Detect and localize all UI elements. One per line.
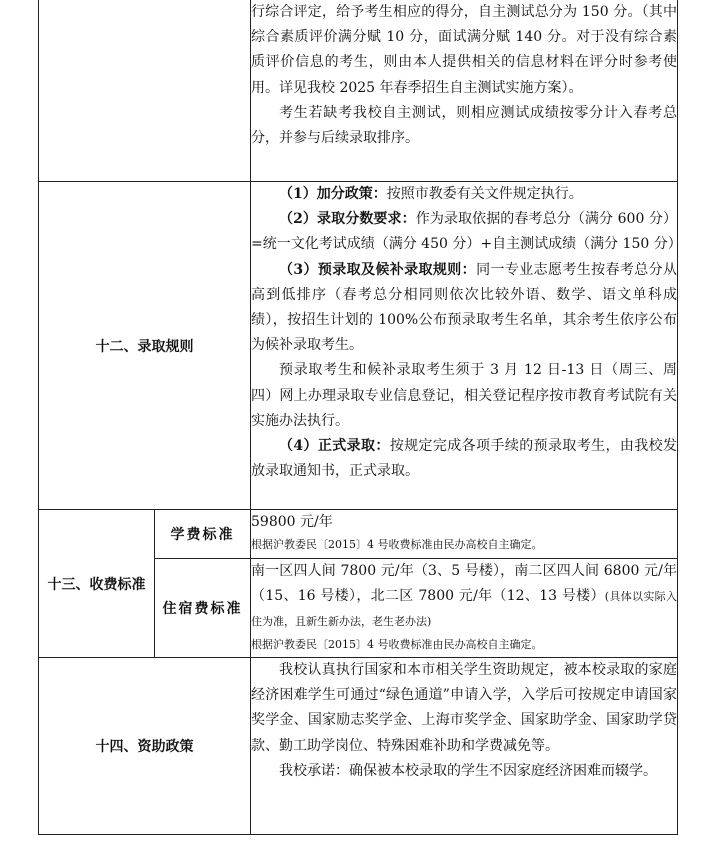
row-11-continuation <box>39 0 678 182</box>
row-12-admission-rules <box>39 182 678 510</box>
row-12-content <box>251 182 682 510</box>
tuition-value: 59800 元/年 <box>251 514 333 530</box>
pre-admission-rules-text: 同一专业志愿考生按春考总分从高到低排序（春考总分相同则依次比较外语、数学、语文单科成绩），按招生计划的 100%公布预录取考生名单，其余考生依序公布为候补录取考生。 <box>251 261 677 354</box>
bonus-policy-label: （1）加分政策： <box>279 186 387 202</box>
row-11-paragraph-1: 行综合评定，给予考生相应的得分，自主测试总分为 150 分。（其中综合素质评价满分赋 10 分，面试满分赋 140 分。对于没有综合素质评价信息的考生，则由本人提供相关的信息材料在评分时参考使用。详见我校 2025 年春季招生自主测试实施方案）。 <box>251 4 677 96</box>
formal-admission-text: 按规定完成各项手续的预录取考生，由我校发放录取通知书，正式录取。 <box>251 438 677 480</box>
financial-aid-paragraph-1: 我校认真执行国家和本市相关学生资助规定，被本校录取的家庭经济困难学生可通过“绿色通道”申请入学，入学后可按规定申请国家奖学金、国家励志奖学金、上海市奖学金、国家助学金、国家助学贷款、勤工助学岗位、特殊困难补助和学费减免等。 <box>251 662 677 754</box>
registration-paragraph: 预录取考生和候补录取考生须于 3 月 12 日-13 日（周三、周四）网上办理录取专业信息登记，相关登记程序按市教育考试院有关实施办法执行。 <box>251 362 677 429</box>
row-11-head-cell <box>39 0 251 182</box>
dorm-fee-label: 住宿费标准 <box>155 559 251 658</box>
tuition-content <box>251 510 678 559</box>
pre-admission-rules-label: （3）预录取及候补录取规则： <box>279 261 477 278</box>
tuition-note: 根据沪教委民〔2015〕4 号收费标准由民办高校自主确定。 <box>251 538 543 552</box>
row-13-heading: 十三、收费标准 <box>39 510 155 658</box>
financial-aid-paragraph-2: 我校承诺：确保被本校录取的学生不因家庭经济困难而辍学。 <box>279 762 657 779</box>
row-11-content <box>251 0 678 182</box>
row-13-tuition <box>39 510 678 559</box>
row-12-heading: 十二、录取规则 <box>39 182 251 510</box>
bonus-policy-text: 按照市教委有关文件规定执行。 <box>386 186 583 202</box>
tuition-label: 学费标准 <box>155 510 251 559</box>
score-requirement-label: （2）录取分数要求： <box>279 211 416 228</box>
row-14-financial-aid <box>39 658 678 835</box>
dorm-fee-remark: (具体以实际入住为准，且新生新办法，老生老办法) <box>251 590 677 629</box>
formal-admission-label: （4）正式录取： <box>279 438 390 455</box>
dorm-fee-note: 根据沪教委民〔2015〕4 号收费标准由民办高校自主确定。 <box>251 637 543 651</box>
row-14-content <box>251 658 678 835</box>
dorm-fee-text: 南一区四人间 7800 元/年（3、5 号楼），南二区四人间 6800 元/年（15、16 号楼），北二区 7800 元/年（12、13 号楼） <box>251 563 677 605</box>
row-14-heading: 十四、资助政策 <box>39 658 251 835</box>
dorm-fee-content <box>251 559 678 658</box>
row-11-paragraph-2: 考生若缺考我校自主测试，则相应测试成绩按零分计入春考总分，并参与后续录取排序。 <box>251 104 677 147</box>
dorm-fee-value <box>251 559 677 635</box>
score-requirement-text: 作为录取依据的春考总分（满分 600 分）=统一文化考试成绩（满分 450 分）+自主测试成绩（满分 150 分） <box>251 211 682 253</box>
admission-table <box>38 0 682 835</box>
